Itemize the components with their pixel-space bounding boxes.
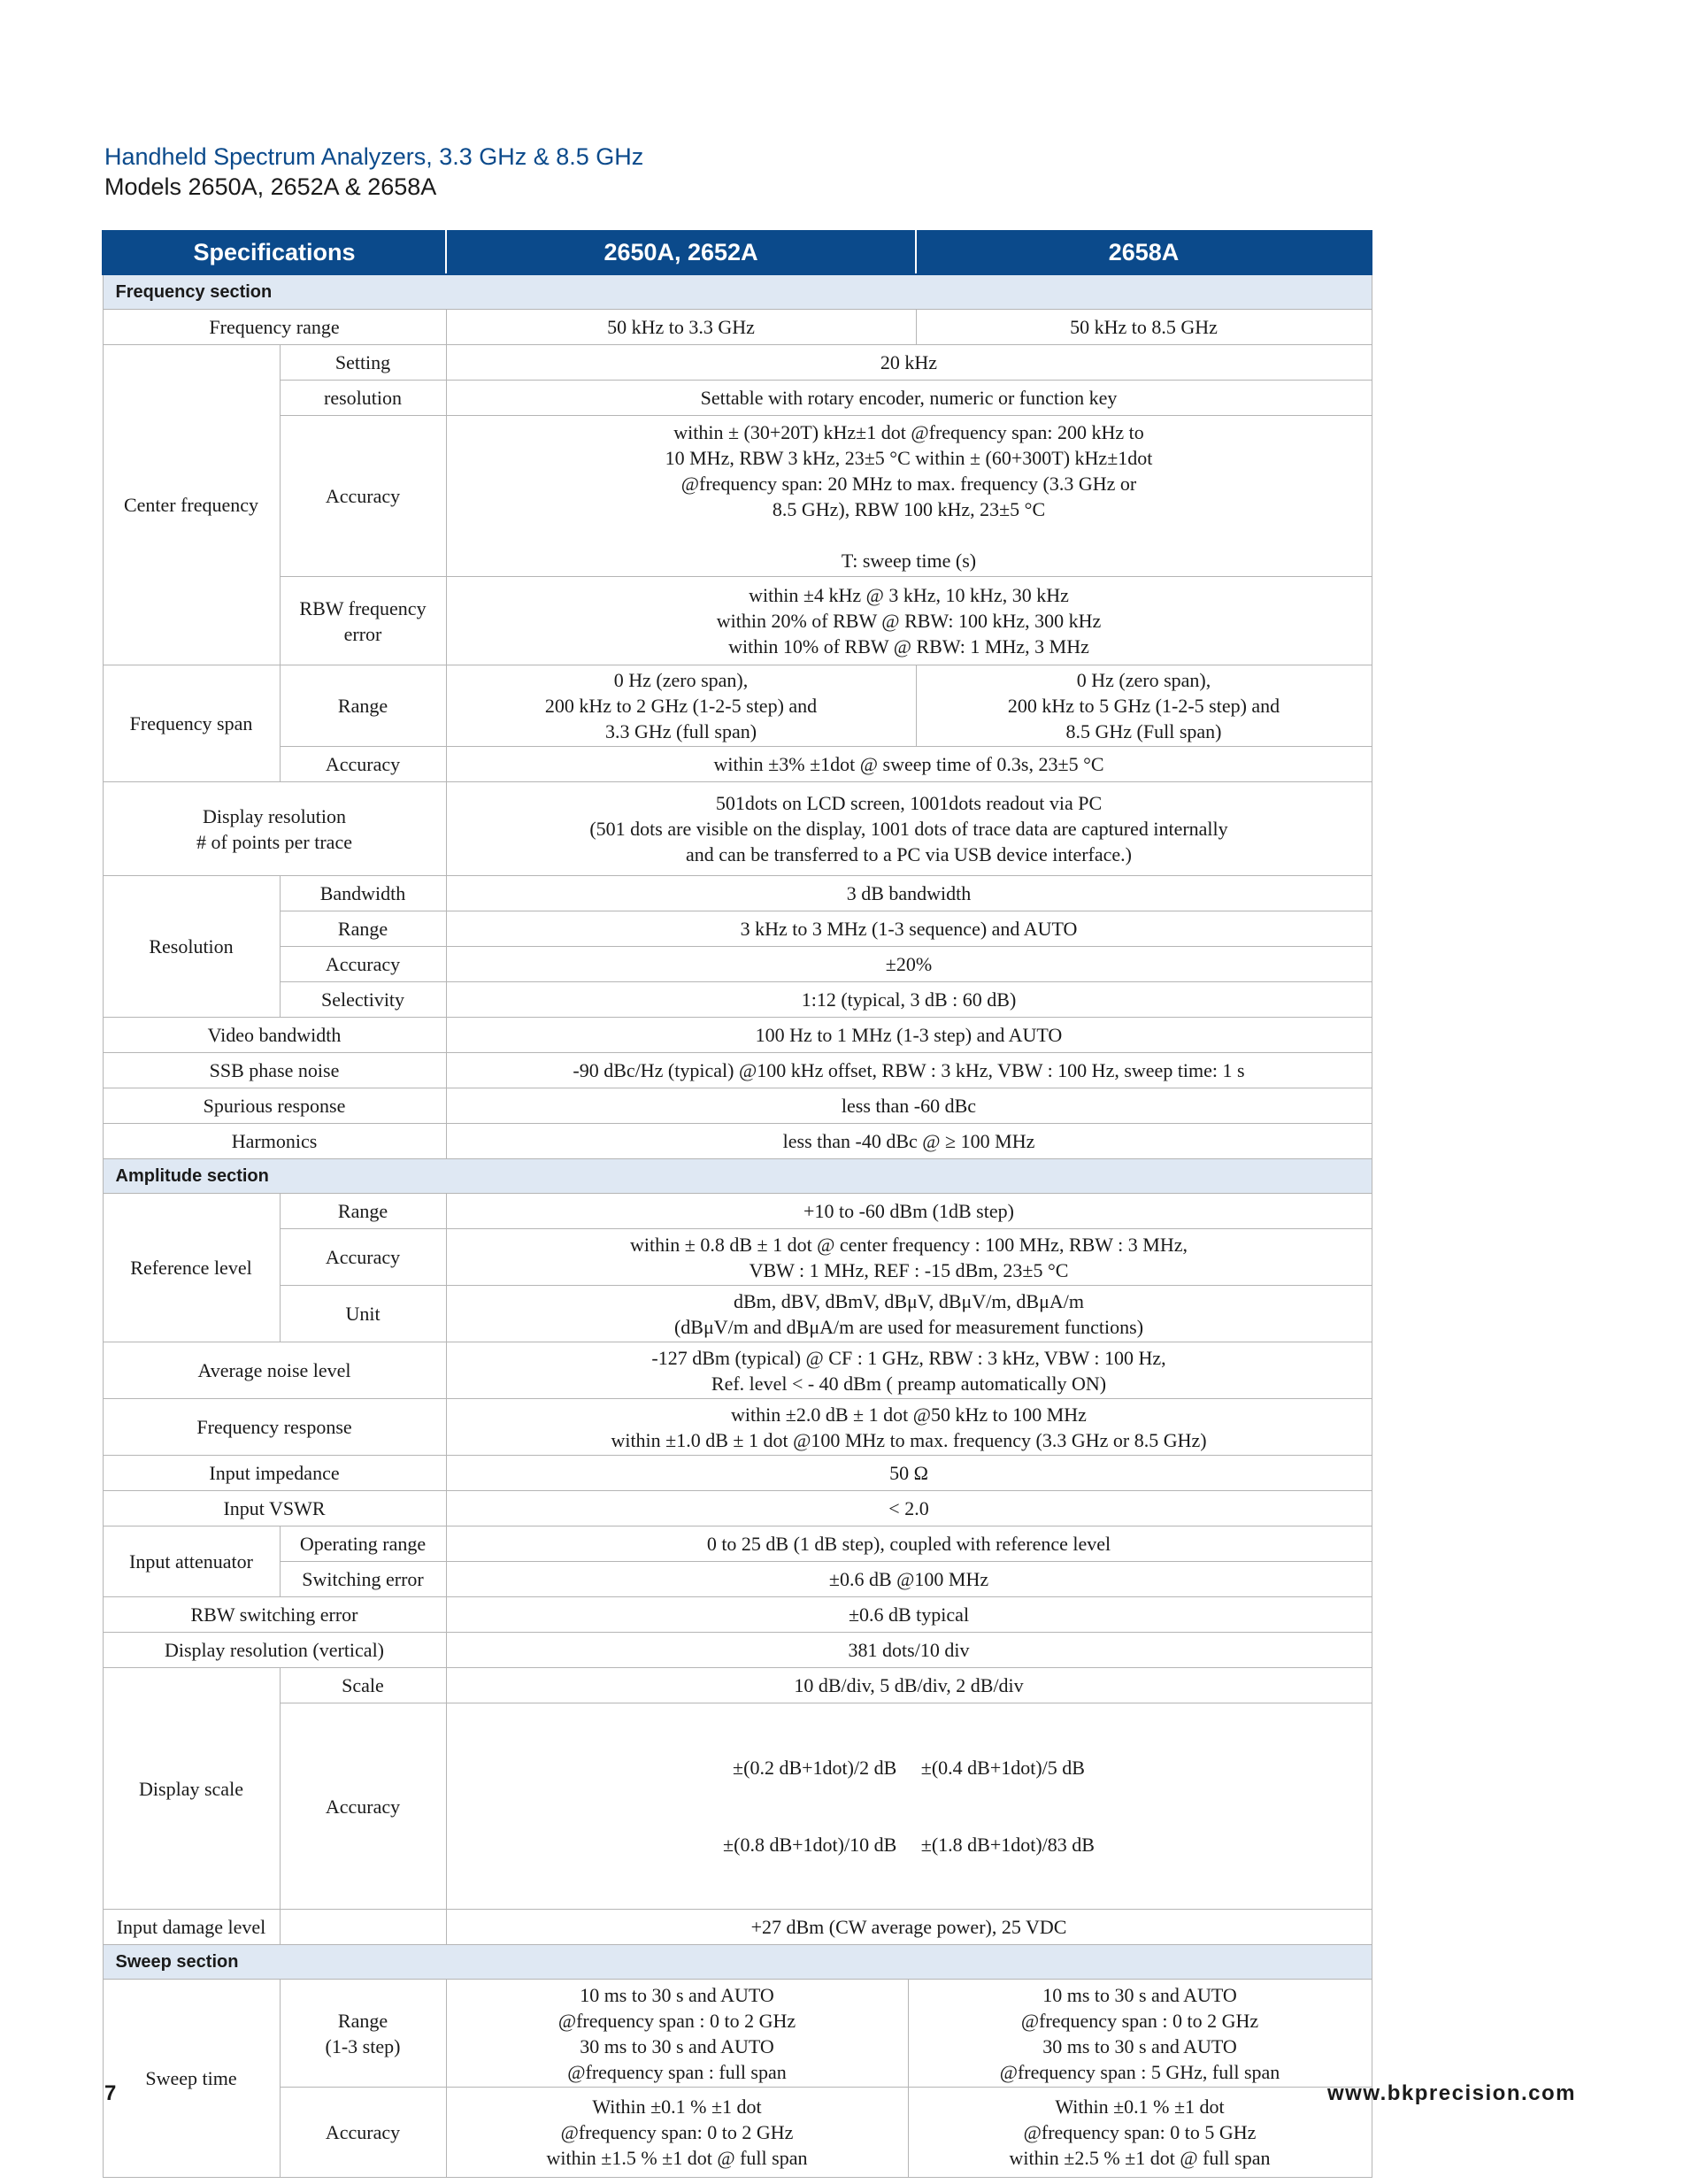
cell-input-impedance: 50 Ω	[446, 1456, 1372, 1491]
table-row	[103, 1088, 1372, 1124]
table-header-row	[103, 231, 1372, 274]
sub-label-span-range: Range	[280, 665, 446, 747]
table-row	[103, 1399, 1372, 1456]
row-label-sweep-time: Sweep time	[103, 1980, 280, 2178]
table-row	[103, 1194, 1372, 1229]
page-number: 7	[104, 2081, 117, 2105]
sub-label-rbw-frequency-error: RBW frequency error	[280, 577, 446, 665]
table-row	[103, 1980, 1372, 2088]
cell-setting: 20 kHz	[446, 345, 1372, 381]
row-label-frequency-range: Frequency range	[103, 310, 446, 345]
table-row	[103, 381, 1372, 416]
cell-display-resolution-vertical: 381 dots/10 div	[446, 1633, 1372, 1668]
table-row	[103, 1703, 1372, 1910]
cell-sweep-range-b: 10 ms to 30 s and AUTO @frequency span : 0 to 2 GHz 30 ms to 30 s and AUTO @frequency span : 5 GHz, full span	[908, 1980, 1372, 2088]
table-row	[103, 782, 1372, 876]
sub-label-cf-accuracy: Accuracy	[280, 416, 446, 577]
cell-resolution: Settable with rotary encoder, numeric or function key	[446, 381, 1372, 416]
sub-label-span-accuracy: Accuracy	[280, 747, 446, 782]
row-label-ssb-phase-noise: SSB phase noise	[103, 1053, 446, 1088]
sub-label-sweep-accuracy: Accuracy	[280, 2088, 446, 2178]
section-row-amplitude	[103, 1159, 1372, 1194]
table-row	[103, 1018, 1372, 1053]
cell-input-vswr: < 2.0	[446, 1491, 1372, 1526]
cell-frequency-range-a: 50 kHz to 3.3 GHz	[446, 310, 916, 345]
cell-sweep-accuracy-b: Within ±0.1 % ±1 dot @frequency span: 0 to 5 GHz within ±2.5 % ±1 dot @ full span	[908, 2088, 1372, 2178]
table-row	[103, 1910, 1372, 1945]
cell-input-damage-level: +27 dBm (CW average power), 25 VDC	[446, 1910, 1372, 1945]
section-title-frequency: Frequency section	[103, 274, 1372, 310]
table-row	[103, 1456, 1372, 1491]
row-label-frequency-span: Frequency span	[103, 665, 280, 782]
cell-frequency-range-b: 50 kHz to 8.5 GHz	[916, 310, 1372, 345]
sub-label-resolution-accuracy: Accuracy	[280, 947, 446, 982]
row-label-reference-level: Reference level	[103, 1194, 280, 1342]
table-row	[103, 1342, 1372, 1399]
table-row	[103, 1668, 1372, 1703]
table-row	[103, 876, 1372, 911]
cell-span-accuracy: within ±3% ±1dot @ sweep time of 0.3s, 23±5 °C	[446, 747, 1372, 782]
cell-bandwidth: 3 dB bandwidth	[446, 876, 1372, 911]
row-label-rbw-switching-error: RBW switching error	[103, 1597, 446, 1633]
sub-label-bandwidth: Bandwidth	[280, 876, 446, 911]
row-label-harmonics: Harmonics	[103, 1124, 446, 1159]
cell-scale: 10 dB/div, 5 dB/div, 2 dB/div	[446, 1668, 1372, 1703]
table-row	[103, 911, 1372, 947]
cell-selectivity: 1:12 (typical, 3 dB : 60 dB)	[446, 982, 1372, 1018]
sub-label-selectivity: Selectivity	[280, 982, 446, 1018]
sub-label-switching-error: Switching error	[280, 1562, 446, 1597]
table-row	[103, 416, 1372, 577]
row-label-video-bandwidth: Video bandwidth	[103, 1018, 446, 1053]
cell-video-bandwidth: 100 Hz to 1 MHz (1-3 step) and AUTO	[446, 1018, 1372, 1053]
row-label-input-vswr: Input VSWR	[103, 1491, 446, 1526]
cell-ref-range: +10 to -60 dBm (1dB step)	[446, 1194, 1372, 1229]
table-row	[103, 1526, 1372, 1562]
cell-frequency-response: within ±2.0 dB ± 1 dot @50 kHz to 100 MHz within ±1.0 dB ± 1 dot @100 MHz to max. frequency (3.3 GHz or 8.5 GHz)	[446, 1399, 1372, 1456]
sub-label-ref-unit: Unit	[280, 1286, 446, 1342]
row-label-average-noise-level: Average noise level	[103, 1342, 446, 1399]
specifications-table	[102, 230, 1372, 2178]
table-row	[103, 1491, 1372, 1526]
page-title: Handheld Spectrum Analyzers, 3.3 GHz & 8.5 GHz	[104, 143, 644, 170]
table-row	[103, 310, 1372, 345]
table-row	[103, 1597, 1372, 1633]
cell-sweep-accuracy-a: Within ±0.1 % ±1 dot @frequency span: 0 to 2 GHz within ±1.5 % ±1 dot @ full span	[446, 2088, 908, 2178]
row-label-spurious-response: Spurious response	[103, 1088, 446, 1124]
sub-label-setting: Setting	[280, 345, 446, 381]
cell-resolution-accuracy: ±20%	[446, 947, 1372, 982]
row-label-input-damage-level: Input damage level	[103, 1910, 280, 1945]
cell-average-noise-level: -127 dBm (typical) @ CF : 1 GHz, RBW : 3 kHz, VBW : 100 Hz, Ref. level < - 40 dBm ( preamp automatically ON)	[446, 1342, 1372, 1399]
sub-label-empty	[280, 1910, 446, 1945]
col-header-2658a: 2658A	[916, 231, 1372, 274]
sub-label-ref-accuracy: Accuracy	[280, 1229, 446, 1286]
row-label-input-impedance: Input impedance	[103, 1456, 446, 1491]
row-label-display-resolution: Display resolution # of points per trace	[103, 782, 446, 876]
table-row	[103, 1286, 1372, 1342]
table-row	[103, 1124, 1372, 1159]
col-header-2650a-2652a: 2650A, 2652A	[446, 231, 916, 274]
cell-resolution-range: 3 kHz to 3 MHz (1-3 sequence) and AUTO	[446, 911, 1372, 947]
table-row	[103, 947, 1372, 982]
cell-rbw-switching-error: ±0.6 dB typical	[446, 1597, 1372, 1633]
table-row	[103, 747, 1372, 782]
cell-spurious-response: less than -60 dBc	[446, 1088, 1372, 1124]
row-label-resolution: Resolution	[103, 876, 280, 1018]
section-row-sweep	[103, 1945, 1372, 1980]
row-label-frequency-response: Frequency response	[103, 1399, 446, 1456]
row-label-display-scale: Display scale	[103, 1668, 280, 1910]
row-label-display-resolution-vertical: Display resolution (vertical)	[103, 1633, 446, 1668]
cell-sweep-range-a: 10 ms to 30 s and AUTO @frequency span : 0 to 2 GHz 30 ms to 30 s and AUTO @frequency span : full span	[446, 1980, 908, 2088]
table-row	[103, 665, 1372, 747]
cell-harmonics: less than -40 dBc @ ≥ 100 MHz	[446, 1124, 1372, 1159]
cell-ref-unit: dBm, dBV, dBmV, dBμV, dBμV/m, dBμA/m (dBμV/m and dBμA/m are used for measurement functions)	[446, 1286, 1372, 1342]
sub-label-operating-range: Operating range	[280, 1526, 446, 1562]
table-row	[103, 982, 1372, 1018]
sub-label-sweep-range: Range (1-3 step)	[280, 1980, 446, 2088]
table-row	[103, 577, 1372, 665]
table-row	[103, 345, 1372, 381]
sub-label-ref-range: Range	[280, 1194, 446, 1229]
section-row-frequency	[103, 274, 1372, 310]
cell-ref-accuracy: within ± 0.8 dB ± 1 dot @ center frequency : 100 MHz, RBW : 3 MHz, VBW : 1 MHz, REF : -15 dBm, 23±5 °C	[446, 1229, 1372, 1286]
table-row	[103, 1562, 1372, 1597]
table-row	[103, 1053, 1372, 1088]
sub-label-scale: Scale	[280, 1668, 446, 1703]
cell-span-range-b: 0 Hz (zero span), 200 kHz to 5 GHz (1-2-5 step) and 8.5 GHz (Full span)	[916, 665, 1372, 747]
page-subtitle: Models 2650A, 2652A & 2658A	[104, 173, 437, 200]
table-row	[103, 1633, 1372, 1668]
cell-switching-error: ±0.6 dB @100 MHz	[446, 1562, 1372, 1597]
website-url[interactable]: www.bkprecision.com	[1326, 2081, 1576, 2105]
row-label-center-frequency: Center frequency	[103, 345, 280, 665]
sub-label-scale-accuracy: Accuracy	[280, 1703, 446, 1910]
sub-label-resolution: resolution	[280, 381, 446, 416]
cell-rbw-frequency-error: within ±4 kHz @ 3 kHz, 10 kHz, 30 kHz within 20% of RBW @ RBW: 100 kHz, 300 kHz within 10% of RBW @ RBW: 1 MHz, 3 MHz	[446, 577, 1372, 665]
cell-ssb-phase-noise: -90 dBc/Hz (typical) @100 kHz offset, RBW : 3 kHz, VBW : 100 Hz, sweep time: 1 s	[446, 1053, 1372, 1088]
cell-display-resolution: 501dots on LCD screen, 1001dots readout via PC (501 dots are visible on the display, 1001 dots of trace data are captured internally and can be transferred to a PC via USB device interface.)	[446, 782, 1372, 876]
row-label-input-attenuator: Input attenuator	[103, 1526, 280, 1597]
col-header-specifications: Specifications	[103, 231, 446, 274]
sub-label-resolution-range: Range	[280, 911, 446, 947]
table-row	[103, 1229, 1372, 1286]
cell-cf-accuracy: within ± (30+20T) kHz±1 dot @frequency span: 200 kHz to 10 MHz, RBW 3 kHz, 23±5 °C within ± (60+300T) kHz±1dot @frequency span: 20 MHz to max. frequency (3.3 GHz or 8.5 GHz), RBW 100 kHz, 23±5 °C T: sweep time (s)	[446, 416, 1372, 577]
cell-operating-range: 0 to 25 dB (1 dB step), coupled with reference level	[446, 1526, 1372, 1562]
cell-span-range-a: 0 Hz (zero span), 200 kHz to 2 GHz (1-2-5 step) and 3.3 GHz (full span)	[446, 665, 916, 747]
section-title-amplitude: Amplitude section	[103, 1159, 1372, 1194]
section-title-sweep: Sweep section	[103, 1945, 1372, 1980]
cell-scale-accuracy: ±(0.2 dB+1dot)/2 dB ±(0.4 dB+1dot)/5 dB ±(0.8 dB+1dot)/10 dB ±(1.8 dB+1dot)/83 dB	[446, 1703, 1372, 1910]
table-row	[103, 2088, 1372, 2178]
